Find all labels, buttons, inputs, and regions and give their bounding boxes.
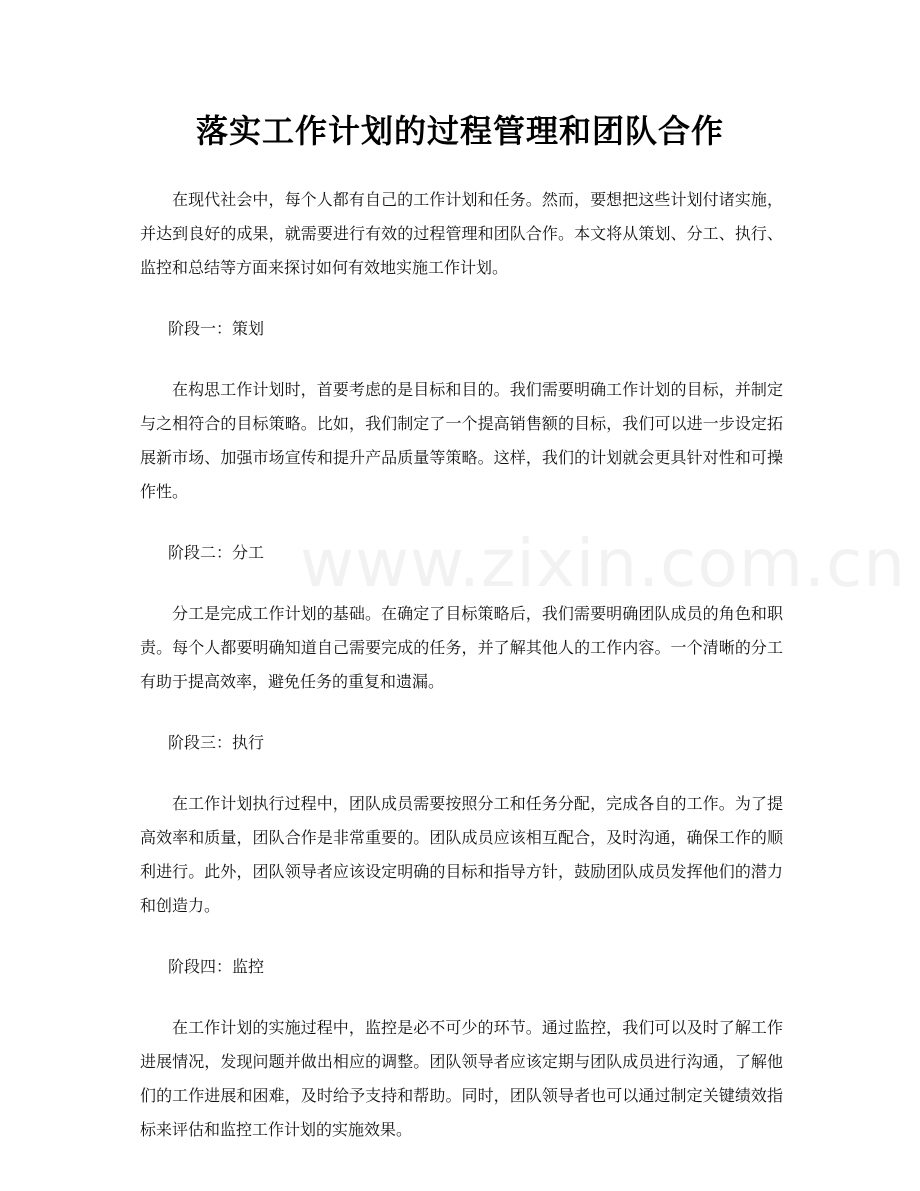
section-heading-monitoring: 阶段四：监控 xyxy=(168,957,265,976)
section-heading-division: 阶段二：分工 xyxy=(168,543,265,562)
planning-paragraph: 在构思工作计划时，首要考虑的是目标和目的。我们需要明确工作计划的目标，并制定与之相符合的目标策略。比如，我们制定了一个提高销售额的目标，我们可以进一步设定拓展新市场、加强市场宣传和提升产品质量等策略。这样，我们的计划就会更具针对性和可操作性。 xyxy=(140,380,783,501)
section-heading-planning: 阶段一：策划 xyxy=(168,319,265,338)
document-body xyxy=(140,183,783,1174)
document-title: 落实工作计划的过程管理和团队合作 xyxy=(195,112,724,150)
division-paragraph: 分工是完成工作计划的基础。在确定了目标策略后，我们需要明确团队成员的角色和职责。每个人都要明确知道自己需要完成的任务，并了解其他人的工作内容。一个清晰的分工有助于提高效率，避免任务的重复和遗漏。 xyxy=(140,604,783,691)
execution-paragraph: 在工作计划执行过程中，团队成员需要按照分工和任务分配，完成各自的工作。为了提高效率和质量，团队合作是非常重要的。团队成员应该相互配合，及时沟通，确保工作的顺利进行。此外，团队领导者应该设定明确的目标和指导方针，鼓励团队成员发挥他们的潜力和创造力。 xyxy=(140,794,783,915)
monitoring-paragraph: 在工作计划的实施过程中，监控是必不可少的环节。通过监控，我们可以及时了解工作进展情况，发现问题并做出相应的调整。团队领导者应该定期与团队成员进行沟通，了解他们的工作进展和困难，及时给予支持和帮助。同时，团队领导者也可以通过制定关键绩效指标来评估和监控工作计划的实施效果。 xyxy=(140,1018,783,1139)
watermark: www.zixin.com.cn xyxy=(300,525,907,602)
section-heading-execution: 阶段三：执行 xyxy=(168,733,265,752)
intro-paragraph: 在现代社会中，每个人都有自己的工作计划和任务。然而，要想把这些计划付诸实施，并达到良好的成果，就需要进行有效的过程管理和团队合作。本文将从策划、分工、执行、监控和总结等方面来探讨如何有效地实施工作计划。 xyxy=(140,190,783,277)
